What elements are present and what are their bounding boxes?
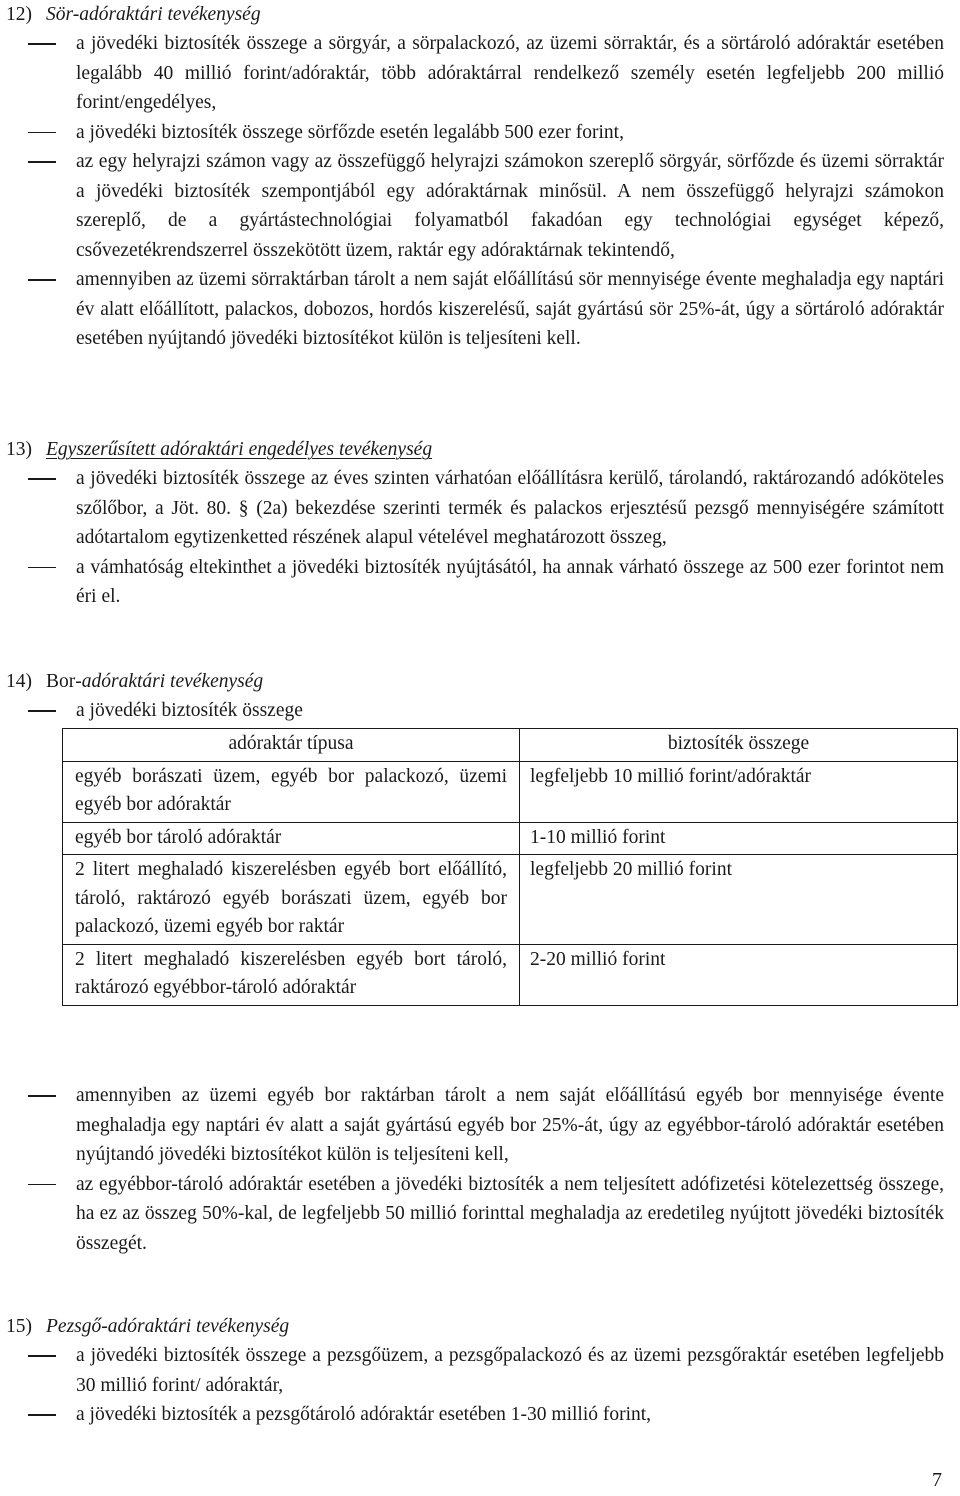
section-title-prefix: Bor	[46, 671, 76, 692]
guarantee-table	[62, 728, 958, 1006]
section-14-continued	[6, 1081, 944, 1258]
table-cell: 2 litert meghaladó kiszerelésben egyéb bort tároló, raktározó egyébbor-tároló adóraktár	[63, 944, 520, 1005]
list-item: a jövedéki biztosíték összege a sörgyár, a sörpalackozó, az üzemi sörraktár, és a sörtároló adóraktár esetében legalább 40 millió forint/adóraktár, több adóraktárral rendelkező személy esetén legfeljebb 200 millió forint/engedélyes,	[6, 29, 944, 118]
table-cell: 2 litert meghaladó kiszerelésben egyéb bort előállító, tároló, raktározó egyéb borászati üzem, egyéb bor palackozó, üzemi egyéb bor raktár	[63, 855, 520, 945]
table-cell: egyéb bor tároló adóraktár	[63, 822, 520, 855]
section-title: Pezsgő-adóraktári tevékenység	[46, 1316, 290, 1337]
section-number: 12)	[6, 4, 32, 25]
section-heading	[6, 667, 944, 696]
table-cell: 2-20 millió forint	[520, 944, 958, 1005]
dash-bullet-icon	[28, 1095, 56, 1097]
table-header-cell: adóraktár típusa	[63, 729, 520, 762]
list-item: a jövedéki biztosíték összege a pezsgőüzem, a pezsgőpalackozó és az üzemi pezsgőraktár esetében legfeljebb 30 millió forint/ adóraktár,	[6, 1341, 944, 1400]
table-row	[63, 944, 958, 1005]
dash-bullet-icon	[28, 161, 56, 163]
dash-bullet-icon	[28, 1414, 56, 1416]
dash-bullet-icon	[28, 567, 56, 569]
table-header-cell: biztosíték összege	[520, 729, 958, 762]
table-row	[63, 855, 958, 945]
dash-bullet-icon	[28, 43, 56, 45]
section-heading	[6, 1312, 944, 1341]
page-number: 7	[932, 1469, 942, 1491]
list-item: a jövedéki biztosíték összege az éves szinten várhatóan előállításra kerülő, tárolandó, raktározandó adóköteles szőlőbor, a Jöt. 80. § (2a) bekezdése szerinti termék és palackos erjesztésű pezsgő mennyiségére számított adótartalom egytizenketted részének alapul vételével meghatározott összeg,	[6, 464, 944, 553]
section-number: 13)	[6, 439, 32, 460]
list-item: a jövedéki biztosíték összege	[6, 696, 944, 726]
dash-bullet-icon	[28, 1184, 56, 1186]
table-row	[63, 761, 958, 822]
dash-bullet-icon	[28, 132, 56, 134]
table-cell: legfeljebb 10 millió forint/adóraktár	[520, 761, 958, 822]
section-title: -adóraktári tevékenység	[75, 671, 264, 692]
section-title: Sör-adóraktári tevékenység	[46, 4, 261, 25]
section-13	[6, 435, 944, 612]
table-cell: egyéb borászati üzem, egyéb bor palackozó, üzemi egyéb bor adóraktár	[63, 761, 520, 822]
dash-bullet-icon	[28, 279, 56, 281]
table-cell: legfeljebb 20 millió forint	[520, 855, 958, 945]
section-number: 15)	[6, 1316, 32, 1337]
section-title: Egyszerűsített adóraktári engedélyes tevékenység	[46, 439, 433, 460]
section-heading	[6, 0, 944, 29]
dash-bullet-icon	[28, 478, 56, 480]
list-item: a vámhatóság eltekinthet a jövedéki biztosíték nyújtásától, ha annak várható összege az 500 ezer forintot nem éri el.	[6, 553, 944, 612]
section-12	[6, 0, 944, 354]
section-15	[6, 1312, 944, 1430]
section-14	[6, 667, 944, 726]
list-item: a jövedéki biztosíték összege sörfőzde esetén legalább 500 ezer forint,	[6, 118, 944, 148]
section-number: 14)	[6, 671, 32, 692]
dash-bullet-icon	[28, 710, 56, 712]
table-header-row	[63, 729, 958, 762]
list-item: amennyiben az üzemi egyéb bor raktárban tárolt a nem saját előállítású egyéb bor mennyisége évente meghaladja egy naptári év alatt a saját gyártású egyéb bor 25%-át, úgy az egyébbor-tároló adóraktár esetében nyújtandó jövedéki biztosítékot külön is teljesíteni kell,	[6, 1081, 944, 1170]
list-item: amennyiben az üzemi sörraktárban tárolt a nem saját előállítású sör mennyisége évente meghaladja egy naptári év alatt előállított, palackos, dobozos, hordós kiszerelésű, saját gyártású sör 25%-át, úgy a sörtároló adóraktár esetében nyújtandó jövedéki biztosítékot külön is teljesíteni kell.	[6, 265, 944, 354]
list-item: a jövedéki biztosíték a pezsgőtároló adóraktár esetében 1-30 millió forint,	[6, 1400, 944, 1430]
table-row	[63, 822, 958, 855]
table-cell: 1-10 millió forint	[520, 822, 958, 855]
dash-bullet-icon	[28, 1355, 56, 1357]
section-heading	[6, 435, 944, 464]
list-item: az egyébbor-tároló adóraktár esetében a jövedéki biztosíték a nem teljesített adófizetési kötelezettség összege, ha ez az összeg 50%-kal, de legfeljebb 50 millió forinttal meghaladja az eredetileg nyújtott jövedéki biztosíték összegét.	[6, 1170, 944, 1259]
list-item: az egy helyrajzi számon vagy az összefüggő helyrajzi számokon szereplő sörgyár, sörfőzde és üzemi sörraktár a jövedéki biztosíték szempontjából egy adóraktárnak minősül. A nem összefüggő helyrajzi számokon szereplő, de a gyártástechnológiai folyamatból fakadóan egy technológiai egységet képező, csővezetékrendszerrel összekötött üzem, raktár egy adóraktárnak tekintendő,	[6, 147, 944, 265]
